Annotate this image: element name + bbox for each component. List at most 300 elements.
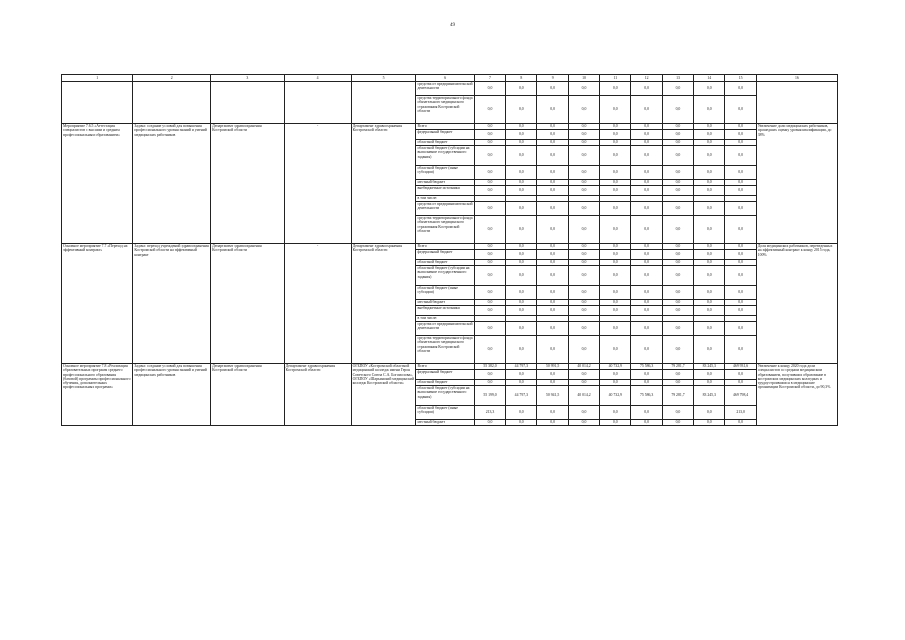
amount-cell: 0,0 — [631, 96, 662, 124]
funding-source: областной бюджет (иные субсидии) — [416, 166, 474, 180]
amount-cell: 0,0 — [694, 140, 725, 146]
amount-cell: 0,0 — [537, 140, 568, 146]
funding-source: федеральный бюджет — [416, 130, 474, 140]
amount-cell: 0,0 — [600, 250, 631, 260]
amount-cell: 0,0 — [694, 186, 725, 196]
funding-source: средства территориального фонда обязательного медицинского страхования Костромской области — [416, 216, 474, 244]
amount-cell: 0,0 — [568, 266, 599, 286]
amount-cell: 0,0 — [725, 166, 756, 180]
amount-cell: 40 732,9 — [600, 386, 631, 406]
amount-cell: 0,0 — [725, 140, 756, 146]
amount-cell: 0,0 — [725, 180, 756, 186]
amount-cell: 40 014,2 — [568, 386, 599, 406]
amount-cell: 0,0 — [694, 420, 725, 426]
amount-cell: 0,0 — [600, 146, 631, 166]
amount-cell: 0,0 — [725, 250, 756, 260]
participant: ОГБПОУ «Костромской областной медицинский колледж имени Героя Советского Союза С.А. Богомолова», ОГБПОУ «Шарьинский медицинский колледж Костромской области» — [351, 364, 416, 426]
activity-name: Основное мероприятие 7.8 «Реализация образовательных программ среднего профессионального образования (базовой) программы профессионального обучения, дополнительных профессиональных программ» — [62, 364, 133, 426]
amount-cell: 0,0 — [506, 286, 537, 300]
amount-cell: 213,0 — [725, 406, 756, 420]
amount-cell: 0,0 — [694, 96, 725, 124]
amount-cell: 0,0 — [600, 216, 631, 244]
amount-cell: 0,0 — [694, 370, 725, 380]
column-header: 5 — [351, 75, 416, 82]
amount-cell: 213,3 — [474, 406, 505, 420]
table-body — [62, 75, 838, 426]
funding-source: Всего — [416, 124, 474, 130]
amount-cell: 0,0 — [662, 216, 693, 244]
task-description: Задача: создание условий для повышения профессионального уровня знаний и умений медицинских работников — [133, 364, 211, 426]
amount-cell: 0,0 — [506, 130, 537, 140]
funding-source: в том числе: — [416, 316, 474, 322]
amount-cell: 0,0 — [725, 322, 756, 336]
amount-cell: 0,0 — [662, 82, 693, 96]
amount-cell: 0,0 — [662, 124, 693, 130]
amount-cell: 0,0 — [537, 244, 568, 250]
amount-cell: 0,0 — [694, 286, 725, 300]
amount-cell: 83 245,3 — [694, 386, 725, 406]
amount-cell: 0,0 — [474, 322, 505, 336]
amount-cell: 0,0 — [600, 322, 631, 336]
amount-cell: 0,0 — [662, 202, 693, 216]
amount-cell: 0,0 — [631, 186, 662, 196]
amount-cell: 0,0 — [631, 420, 662, 426]
amount-cell: 0,0 — [474, 166, 505, 180]
amount-cell: 0,0 — [662, 96, 693, 124]
funding-source: областной бюджет (субсидии на выполнение государственного задания) — [416, 266, 474, 286]
amount-cell: 0,0 — [725, 306, 756, 316]
amount-cell: 0,0 — [694, 124, 725, 130]
amount-cell: 0,0 — [600, 124, 631, 130]
amount-cell: 0,0 — [568, 300, 599, 306]
amount-cell: 0,0 — [631, 322, 662, 336]
table-row — [62, 82, 838, 96]
amount-cell: 0,0 — [662, 186, 693, 196]
amount-cell: 0,0 — [631, 140, 662, 146]
amount-cell: 0,0 — [474, 306, 505, 316]
amount-cell: 0,0 — [694, 266, 725, 286]
participant: Департамент здравоохранения Костромской области — [351, 244, 416, 364]
amount-cell: 44 797,3 — [506, 364, 537, 370]
amount-cell: 0,0 — [506, 370, 537, 380]
responsible-executor: Департамент здравоохранения Костромской области — [211, 364, 284, 426]
amount-cell: 0,0 — [631, 336, 662, 364]
amount-cell: 0,0 — [568, 140, 599, 146]
funding-source: средства от предпринимательской деятельности — [416, 202, 474, 216]
amount-cell: 0,0 — [725, 300, 756, 306]
amount-cell: 0,0 — [600, 82, 631, 96]
amount-cell: 0,0 — [474, 420, 505, 426]
amount-cell: 0,0 — [537, 420, 568, 426]
co-executor: - — [284, 124, 351, 244]
amount-cell: 0,0 — [506, 300, 537, 306]
amount-cell: 0,0 — [600, 406, 631, 420]
amount-cell: 0,0 — [694, 82, 725, 96]
amount-cell: 0,0 — [506, 186, 537, 196]
amount-cell: 0,0 — [537, 96, 568, 124]
funding-source: областной бюджет — [416, 260, 474, 266]
amount-cell: 0,0 — [631, 300, 662, 306]
amount-cell: 0,0 — [600, 266, 631, 286]
amount-cell: 0,0 — [600, 140, 631, 146]
column-header: 4 — [284, 75, 351, 82]
amount-cell: 0,0 — [474, 266, 505, 286]
amount-cell: 0,0 — [631, 260, 662, 266]
amount-cell: 0,0 — [662, 130, 693, 140]
column-header: 13 — [662, 75, 693, 82]
column-header: 14 — [694, 75, 725, 82]
funding-source: областной бюджет — [416, 140, 474, 146]
amount-cell: 469 798,4 — [725, 386, 756, 406]
column-header: 8 — [506, 75, 537, 82]
funding-source: областной бюджет — [416, 380, 474, 386]
amount-cell: 0,0 — [506, 306, 537, 316]
amount-cell: 0,0 — [694, 306, 725, 316]
amount-cell: 0,0 — [631, 244, 662, 250]
funding-source: федеральный бюджет — [416, 370, 474, 380]
amount-cell: 469 931,6 — [725, 364, 756, 370]
amount-cell: 0,0 — [600, 166, 631, 180]
amount-cell: 0,0 — [662, 146, 693, 166]
amount-cell: 0,0 — [568, 380, 599, 386]
amount-cell: 0,0 — [694, 380, 725, 386]
amount-cell: 0,0 — [631, 380, 662, 386]
amount-cell: 0,0 — [600, 306, 631, 316]
amount-cell: 0,0 — [725, 370, 756, 380]
amount-cell: 50 941,5 — [537, 386, 568, 406]
amount-cell: 0,0 — [474, 180, 505, 186]
amount-cell: 0,0 — [568, 202, 599, 216]
amount-cell: 0,0 — [506, 180, 537, 186]
amount-cell: 0,0 — [725, 266, 756, 286]
amount-cell: 0,0 — [568, 286, 599, 300]
amount-cell: 0,0 — [537, 146, 568, 166]
funding-source: областной бюджет (иные субсидии) — [416, 406, 474, 420]
page-number: 49 — [450, 23, 455, 28]
amount-cell: 0,0 — [568, 130, 599, 140]
funding-source: средства территориального фонда обязательного медицинского страхования Костромской области — [416, 336, 474, 364]
amount-cell: 0,0 — [568, 146, 599, 166]
amount-cell: 0,0 — [537, 406, 568, 420]
amount-cell: 0,0 — [568, 420, 599, 426]
amount-cell: 0,0 — [662, 244, 693, 250]
column-header: 9 — [537, 75, 568, 82]
activity-name: Основное мероприятие 7.7 «Переход на эффективный контракт» — [62, 244, 133, 364]
empty-cell — [62, 82, 133, 124]
amount-cell: 0,0 — [725, 202, 756, 216]
amount-cell: 79 281,7 — [662, 386, 693, 406]
amount-cell: 83 245,3 — [694, 364, 725, 370]
amount-cell: 0,0 — [568, 244, 599, 250]
amount-cell: 0,0 — [631, 124, 662, 130]
amount-cell: 0,0 — [631, 266, 662, 286]
funding-source: областной бюджет (субсидии на выполнение государственного задания) — [416, 146, 474, 166]
amount-cell: 0,0 — [600, 180, 631, 186]
amount-cell: 0,0 — [694, 130, 725, 140]
amount-cell: 0,0 — [474, 124, 505, 130]
amount-cell: 0,0 — [568, 180, 599, 186]
column-header: 10 — [568, 75, 599, 82]
amount-cell: 75 586,3 — [631, 364, 662, 370]
amount-cell: 0,0 — [537, 166, 568, 180]
amount-cell: 0,0 — [506, 336, 537, 364]
amount-cell: 0,0 — [568, 336, 599, 364]
amount-cell: 0,0 — [725, 186, 756, 196]
column-header: 16 — [756, 75, 837, 82]
amount-cell: 0,0 — [725, 286, 756, 300]
amount-cell: 0,0 — [474, 202, 505, 216]
funding-source: средства от предпринимательской деятельности — [416, 82, 474, 96]
amount-cell: 0,0 — [631, 306, 662, 316]
amount-cell: 0,0 — [600, 130, 631, 140]
column-header: 3 — [211, 75, 284, 82]
amount-cell: 0,0 — [600, 202, 631, 216]
amount-cell: 55 199,0 — [474, 386, 505, 406]
amount-cell: 0,0 — [506, 250, 537, 260]
amount-cell: 0,0 — [694, 300, 725, 306]
amount-cell: 0,0 — [474, 260, 505, 266]
header-row — [62, 75, 838, 82]
amount-cell: 0,0 — [631, 166, 662, 180]
amount-cell: 55 382,0 — [474, 364, 505, 370]
funding-source: Всего — [416, 364, 474, 370]
amount-cell: 0,0 — [694, 146, 725, 166]
task-description: Задача: создание условий для повышения профессионального уровня знаний и умений медицинских работников — [133, 124, 211, 244]
column-header: 7 — [474, 75, 505, 82]
amount-cell: 0,0 — [568, 250, 599, 260]
amount-cell: 0,0 — [694, 322, 725, 336]
amount-cell: 0,0 — [568, 406, 599, 420]
amount-cell: 0,0 — [474, 244, 505, 250]
amount-cell: 0,0 — [506, 82, 537, 96]
amount-cell: 79 281,7 — [662, 364, 693, 370]
amount-cell: 0,0 — [537, 322, 568, 336]
amount-cell: 0,0 — [537, 306, 568, 316]
amount-cell: 0,0 — [537, 202, 568, 216]
amount-cell: 0,0 — [662, 266, 693, 286]
empty-cell — [211, 82, 284, 124]
program-table — [61, 74, 838, 426]
amount-cell: 0,0 — [474, 380, 505, 386]
amount-cell: 0,0 — [662, 250, 693, 260]
empty-cell — [133, 82, 211, 124]
amount-cell: 0,0 — [474, 286, 505, 300]
amount-cell: 0,0 — [506, 322, 537, 336]
amount-cell: 0,0 — [600, 300, 631, 306]
amount-cell: 0,0 — [568, 370, 599, 380]
expected-result: Увеличение к концу 2020 года доли специалистов со средним медицинским образованием, получивших образование в костромских медицинских колледжах и трудоустроившихся в медицинские организации Костромской области, до 90,3% — [756, 364, 837, 426]
amount-cell: 0,0 — [694, 336, 725, 364]
amount-cell: 0,0 — [537, 82, 568, 96]
amount-cell: 0,0 — [662, 260, 693, 266]
column-header: 6 — [416, 75, 474, 82]
funding-source: областной бюджет (субсидии на выполнение государственного задания) — [416, 386, 474, 406]
amount-cell: 0,0 — [694, 166, 725, 180]
amount-cell: 0,0 — [506, 146, 537, 166]
amount-cell: 0,0 — [694, 244, 725, 250]
amount-cell: 0,0 — [474, 370, 505, 380]
amount-cell: 0,0 — [537, 250, 568, 260]
amount-cell: 0,0 — [600, 260, 631, 266]
amount-cell: 0,0 — [474, 140, 505, 146]
amount-cell: 0,0 — [474, 216, 505, 244]
activity-name: Мероприятие 7.6.5 «Аттестация специалистов с высшим и средним профессиональным образованием» — [62, 124, 133, 244]
funding-source: внебюджетные источники — [416, 306, 474, 316]
amount-cell: 0,0 — [725, 420, 756, 426]
amount-cell: 0,0 — [631, 370, 662, 380]
funding-source: областной бюджет (иные субсидии) — [416, 286, 474, 300]
amount-cell: 0,0 — [600, 244, 631, 250]
amount-cell: 0,0 — [537, 124, 568, 130]
amount-cell: 0,0 — [506, 124, 537, 130]
funding-source: внебюджетные источники — [416, 186, 474, 196]
amount-cell: 0,0 — [694, 180, 725, 186]
amount-cell: 0,0 — [600, 336, 631, 364]
amount-cell: 0,0 — [662, 336, 693, 364]
amount-cell: 0,0 — [725, 124, 756, 130]
funding-source: местный бюджет — [416, 180, 474, 186]
funding-source: местный бюджет — [416, 420, 474, 426]
empty-cell — [351, 82, 416, 124]
task-description: Задача: переход учреждений здравоохранения Костромской области на эффективный контракт — [133, 244, 211, 364]
column-header: 11 — [600, 75, 631, 82]
amount-cell: 0,0 — [631, 130, 662, 140]
funding-source: в том числе: — [416, 196, 474, 202]
amount-cell: 0,0 — [474, 250, 505, 260]
amount-cell: 0,0 — [537, 286, 568, 300]
amount-cell: 0,0 — [631, 216, 662, 244]
amount-cell: 0,0 — [662, 406, 693, 420]
amount-cell: 0,0 — [506, 406, 537, 420]
amount-cell: 0,0 — [662, 140, 693, 146]
amount-cell: 0,0 — [662, 322, 693, 336]
column-header: 2 — [133, 75, 211, 82]
amount-cell: 0,0 — [568, 216, 599, 244]
amount-cell: 0,0 — [474, 186, 505, 196]
amount-cell: 75 586,3 — [631, 386, 662, 406]
amount-cell: 0,0 — [600, 96, 631, 124]
responsible-executor: Департамент здравоохранения Костромской области — [211, 244, 284, 364]
amount-cell: 0,0 — [474, 146, 505, 166]
amount-cell: 0,0 — [631, 286, 662, 300]
amount-cell: 0,0 — [537, 260, 568, 266]
funding-source: местный бюджет — [416, 300, 474, 306]
amount-cell: 0,0 — [506, 96, 537, 124]
amount-cell: 0,0 — [474, 96, 505, 124]
amount-cell: 0,0 — [506, 266, 537, 286]
amount-cell: 0,0 — [662, 166, 693, 180]
amount-cell: 0,0 — [694, 250, 725, 260]
amount-cell: 0,0 — [537, 216, 568, 244]
amount-cell: 0,0 — [725, 96, 756, 124]
amount-cell: 0,0 — [537, 180, 568, 186]
amount-cell: 0,0 — [662, 370, 693, 380]
expected-result: Увеличение доли медицинских работников, прошедших оценку уровня квалификации, до 38% — [756, 124, 837, 244]
amount-cell: 0,0 — [568, 96, 599, 124]
amount-cell: 0,0 — [568, 82, 599, 96]
amount-cell: 0,0 — [506, 202, 537, 216]
amount-cell: 0,0 — [474, 130, 505, 140]
amount-cell: 0,0 — [537, 336, 568, 364]
amount-cell: 0,0 — [474, 82, 505, 96]
amount-cell: 0,0 — [725, 244, 756, 250]
amount-cell: 0,0 — [631, 180, 662, 186]
amount-cell: 0,0 — [662, 306, 693, 316]
participant: Департамент здравоохранения Костромской области — [351, 124, 416, 244]
amount-cell: 0,0 — [694, 260, 725, 266]
amount-cell: 0,0 — [725, 146, 756, 166]
amount-cell: 0,0 — [537, 370, 568, 380]
amount-cell: 0,0 — [568, 260, 599, 266]
empty-cell — [756, 82, 837, 124]
amount-cell: 0,0 — [631, 250, 662, 260]
amount-cell: 0,0 — [694, 202, 725, 216]
amount-cell: 0,0 — [506, 140, 537, 146]
amount-cell: 0,0 — [631, 406, 662, 420]
funding-source: средства от предпринимательской деятельности — [416, 322, 474, 336]
empty-cell — [284, 82, 351, 124]
amount-cell: 0,0 — [662, 180, 693, 186]
amount-cell: 0,0 — [725, 82, 756, 96]
amount-cell: 0,0 — [631, 202, 662, 216]
amount-cell: 0,0 — [568, 322, 599, 336]
amount-cell: 0,0 — [506, 260, 537, 266]
amount-cell: 0,0 — [725, 260, 756, 266]
amount-cell: 0,0 — [600, 370, 631, 380]
amount-cell: 0,0 — [600, 380, 631, 386]
amount-cell: 0,0 — [537, 130, 568, 140]
column-header: 1 — [62, 75, 133, 82]
funding-source: средства территориального фонда обязательного медицинского страхования Костромской области — [416, 96, 474, 124]
funding-source: федеральный бюджет — [416, 250, 474, 260]
amount-cell: 0,0 — [537, 300, 568, 306]
amount-cell: 0,0 — [631, 146, 662, 166]
amount-cell: 0,0 — [537, 380, 568, 386]
amount-cell: 0,0 — [725, 216, 756, 244]
amount-cell: 0,0 — [600, 286, 631, 300]
amount-cell: 0,0 — [537, 266, 568, 286]
funding-source: Всего — [416, 244, 474, 250]
amount-cell: 0,0 — [694, 406, 725, 420]
co-executor: Департамент здравоохранения Костромской области — [284, 364, 351, 426]
amount-cell: 0,0 — [506, 166, 537, 180]
amount-cell: 0,0 — [725, 380, 756, 386]
expected-result: Доля медицинских работников, переведенных на эффективный контракт к концу 2015 года, 100% — [756, 244, 837, 364]
co-executor: - — [284, 244, 351, 364]
amount-cell: 50 991,5 — [537, 364, 568, 370]
amount-cell: 0,0 — [662, 286, 693, 300]
amount-cell: 0,0 — [568, 124, 599, 130]
amount-cell: 40 732,9 — [600, 364, 631, 370]
amount-cell: 0,0 — [506, 380, 537, 386]
amount-cell: 0,0 — [506, 244, 537, 250]
responsible-executor: Департамент здравоохранения Костромской области — [211, 124, 284, 244]
amount-cell: 0,0 — [725, 130, 756, 140]
amount-cell: 0,0 — [474, 336, 505, 364]
amount-cell: 40 014,2 — [568, 364, 599, 370]
amount-cell: 0,0 — [600, 420, 631, 426]
amount-cell: 0,0 — [506, 216, 537, 244]
amount-cell: 0,0 — [506, 420, 537, 426]
amount-cell: 0,0 — [568, 306, 599, 316]
amount-cell: 0,0 — [474, 300, 505, 306]
amount-cell: 44 797,3 — [506, 386, 537, 406]
amount-cell: 0,0 — [725, 336, 756, 364]
amount-cell: 0,0 — [568, 166, 599, 180]
amount-cell: 0,0 — [662, 420, 693, 426]
amount-cell: 0,0 — [662, 380, 693, 386]
amount-cell: 0,0 — [631, 82, 662, 96]
